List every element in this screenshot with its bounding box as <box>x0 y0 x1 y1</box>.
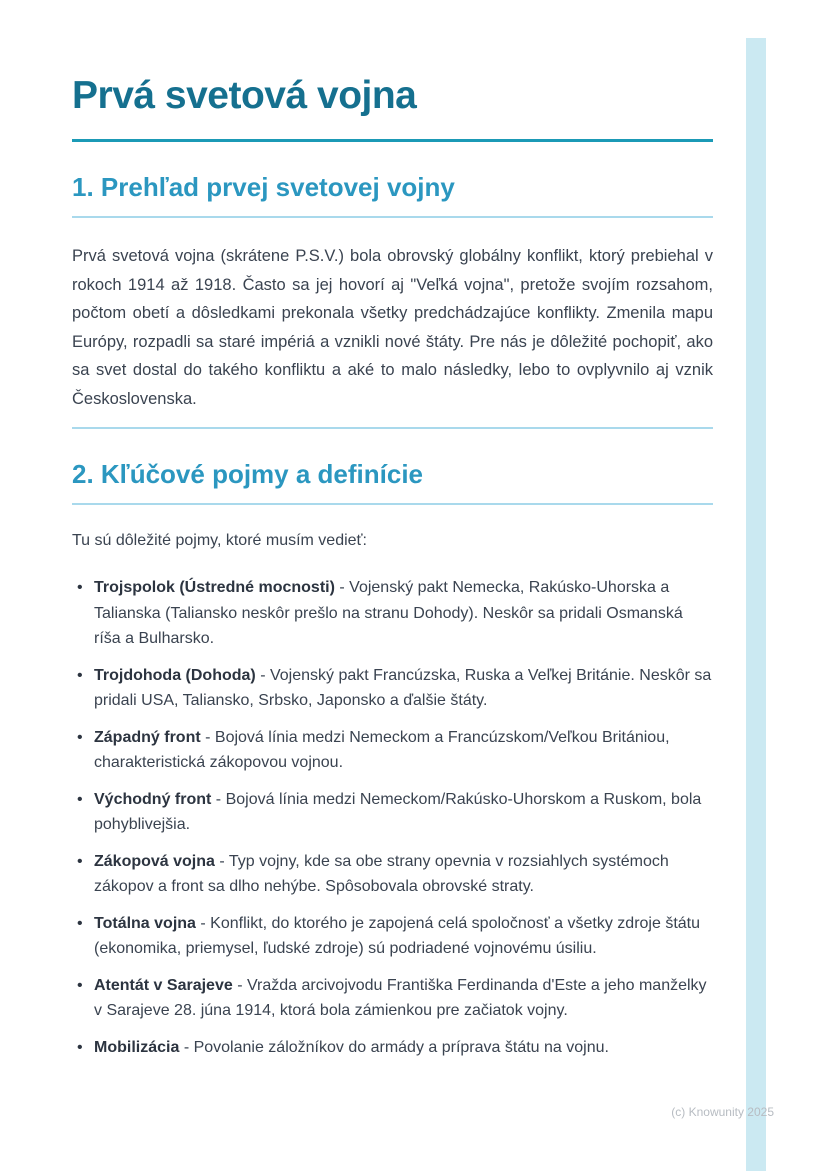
term-name: Mobilizácia <box>94 1038 180 1056</box>
section-1-heading: 1. Prehľad prvej svetovej vojny <box>72 171 455 202</box>
bullet-icon: • <box>77 852 83 870</box>
list-item <box>72 1035 713 1061</box>
section-overview <box>72 172 713 413</box>
bullet-icon: • <box>77 728 83 746</box>
term-definition <box>94 725 713 776</box>
term-name: Atentát v Sarajeve <box>94 976 233 994</box>
bullet-icon: • <box>77 790 83 808</box>
term-desc: - Povolanie záložníkov do armády a príprava štátu na vojnu. <box>183 1038 609 1056</box>
list-item <box>72 663 713 714</box>
term-name: Totálna vojna <box>94 914 196 932</box>
bullet-icon: • <box>77 976 83 994</box>
page-title: Prvá svetová vojna <box>72 74 417 117</box>
bullet-icon: • <box>77 1038 83 1056</box>
terms-list <box>72 575 713 1060</box>
term-desc: - Konflikt, do ktorého je zapojená celá spoločnosť a všetky zdroje štátu (ekonomika, priemysel, ľudské zdroje) sú podriadené vojnovému úsiliu. <box>94 914 700 958</box>
term-desc: - Vojenský pakt Francúzska, Ruska a Veľkej Británie. Neskôr sa pridali USA, Taliansko, Srbsko, Japonsko a ďalšie štáty. <box>94 666 712 710</box>
term-definition <box>94 575 713 652</box>
bullet-icon: • <box>77 666 83 684</box>
term-definition <box>94 1035 713 1061</box>
title-divider <box>72 139 713 142</box>
section-terms <box>72 459 713 1060</box>
section-1-divider <box>72 216 713 218</box>
term-name: Zákopová vojna <box>94 852 215 870</box>
term-name: Trojspolok (Ústredné mocnosti) <box>94 579 335 597</box>
term-desc: - Bojová línia medzi Nemeckom a Francúzskom/Veľkou Britániou, charakteristická zákopovou vojnou. <box>94 728 670 772</box>
list-item <box>72 725 713 776</box>
list-item <box>72 787 713 838</box>
term-desc: - Bojová línia medzi Nemeckom/Rakúsko-Uhorskom a Ruskom, bola pohyblivejšia. <box>94 790 702 834</box>
list-item <box>72 849 713 900</box>
term-definition <box>94 787 713 838</box>
term-name: Západný front <box>94 728 201 746</box>
bullet-icon: • <box>77 914 83 932</box>
term-definition <box>94 911 713 962</box>
term-desc: - Typ vojny, kde sa obe strany opevnia v rozsiahlych systémoch zákopov a front sa dlho nehýbe. Spôsobovala obrovské straty. <box>94 852 669 896</box>
section-2-divider <box>72 503 713 505</box>
term-definition <box>94 849 713 900</box>
term-name: Východný front <box>94 790 212 808</box>
term-definition <box>94 663 713 714</box>
list-item <box>72 911 713 962</box>
section-2-heading: 2. Kľúčové pojmy a definície <box>72 459 424 490</box>
term-desc: - Vražda arcivojvodu Františka Ferdinanda d'Este a jeho manželky v Sarajeve 28. júna 1914, ktorá bola zámienkou pre začiatok vojny. <box>94 976 707 1020</box>
overview-paragraph: Prvá svetová vojna (skrátene P.S.V.) bola obrovský globálny konflikt, ktorý prebiehal v rokoch 1914 až 1918. Často sa jej hovorí aj "Veľká vojna", pretože svojím rozsahom, počtom obetí a dôsledkami prekonala všetky predchádzajúce konflikty. Zmenila mapu Európy, rozpadli sa staré impériá a vznikli nové štáty. Pre nás je dôležité pochopiť, ako sa svet dostal do takého konfliktu a aké to malo následky, lebo to ovplyvnilo aj vznik Československa. <box>72 247 713 408</box>
term-definition <box>94 973 713 1024</box>
term-name: Trojdohoda (Dohoda) <box>94 666 256 684</box>
list-item <box>72 973 713 1024</box>
section-divider <box>72 427 713 429</box>
list-item <box>72 575 713 652</box>
terms-intro: Tu sú dôležité pojmy, ktoré musím vedieť: <box>72 532 367 550</box>
term-desc: - Vojenský pakt Nemecka, Rakúsko-Uhorska a Talianska (Taliansko neskôr prešlo na stranu Dohody). Neskôr sa pridali Osmanská ríša a Bulharsko. <box>94 579 683 648</box>
footer-credit: (c) Knowunity 2025 <box>671 1105 774 1119</box>
bullet-icon: • <box>77 579 83 597</box>
